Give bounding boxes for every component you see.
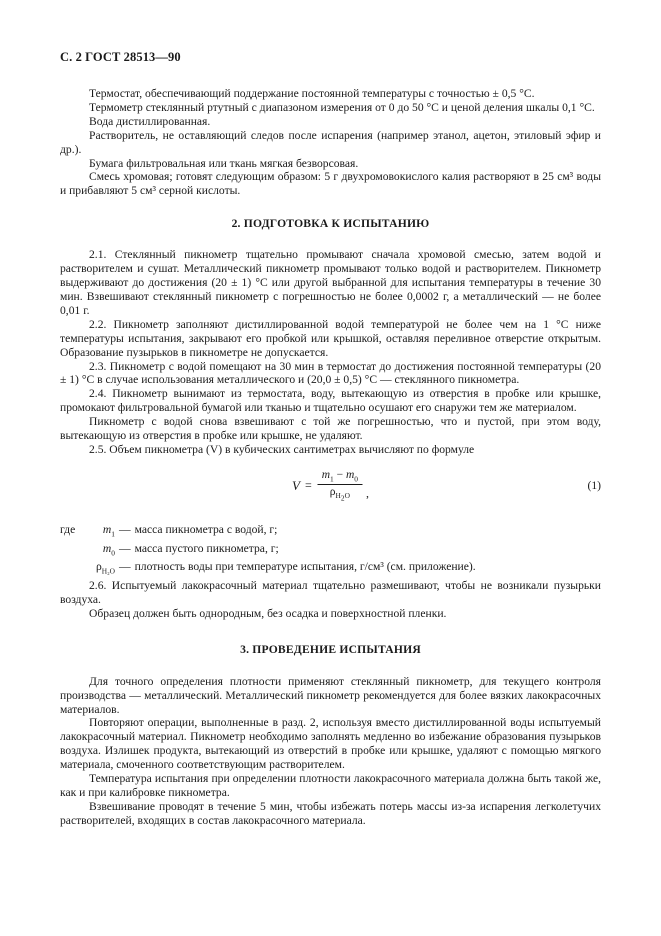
- where-line-m0: [60, 542, 601, 561]
- formula-rho: ρ: [329, 486, 336, 499]
- where-dash: —: [119, 541, 131, 555]
- section-3-paragraph-3: Температура испытания при определении плотности лакокрасочного материала должна быть такой же, как и при калибровке пикнометра.: [60, 772, 601, 799]
- section-2-paragraph-5: Пикнометр с водой снова взвешивают с той же погрешностью, что и пустой, при этом воду, вытекающую из отверстия в пробке или крышке, не удаляют.: [60, 415, 601, 443]
- formula-fraction: [318, 469, 362, 503]
- section-2-title: 2. ПОДГОТОВКА К ИСПЫТАНИЮ: [231, 217, 430, 231]
- page-content: [60, 50, 601, 828]
- where-definitions: [60, 523, 601, 579]
- formula-equals: =: [304, 478, 312, 493]
- where-dash: —: [119, 560, 131, 574]
- section-2-paragraph-3: 2.3. Пикнометр с водой помещают на 30 мин в термостат до достижения постоянной температуры (20 ± 1) °С в случае использования металлического и (20,0 ± 0,5) °С — стеклянного пикнометра.: [60, 359, 601, 387]
- formula-minus: −: [336, 468, 344, 481]
- formula-m1-sub: 1: [330, 474, 334, 484]
- formula-denominator: [326, 485, 354, 503]
- section-3-paragraph-4: Взвешивание проводят в течение 5 мин, чтобы избежать потерь массы из-за испарения легколетучих растворителей, входящих в состав лакокрасочного материала.: [60, 799, 601, 827]
- formula-rho-sub: Н2О: [335, 491, 350, 503]
- section-2-paragraph-1: 2.1. Стеклянный пикнометр тщательно промывают сначала хромовой смесью, затем водой и растворителем и сушат. Металлический пикнометр промывают только водой и растворителем. Пикнометр выдерживают до достижения (20 ± 1) °С или другой выбранной для испытания температуры в течение 30 мин. Взвешивают стеклянный пикнометр с погрешностью не более 0,0002 г, а металлический — не более 0,01 г.: [60, 248, 601, 317]
- section-2-paragraph-6: 2.5. Объем пикнометра (V) в кубических сантиметрах вычисляют по формуле: [89, 442, 475, 456]
- section-2-paragraph-2: 2.2. Пикнометр заполняют дистиллированной водой температурой не более чем на 1 °С ниже температуры испытания, закрывают его пробкой или крышкой, оставляя переливное отверстие открытым. Образование пузырьков в пикнометре не допускается.: [60, 317, 601, 359]
- section-3-paragraph-1: Для точного определения плотности применяют стеклянный пикнометр, для текущего контроля производства — металлический. Металлический пикнометр рекомендуется для более вязких лакокрасочных материалов.: [60, 674, 601, 716]
- formula-m0: m: [345, 468, 355, 481]
- where-symbol-sub: 1: [111, 529, 115, 539]
- section-2-paragraph-7: 2.6. Испытуемый лакокрасочный материал тщательно размешивают, чтобы не возникали пузырьки воздуха.: [60, 579, 601, 606]
- formula-m0-sub: 0: [354, 474, 359, 484]
- where-dash: —: [119, 522, 131, 536]
- formula-block: [60, 467, 601, 515]
- where-text: масса пикнометра с водой, г;: [134, 522, 278, 536]
- section-3-paragraph-2: Повторяют операции, выполненные в разд. 2, используя вместо дистиллированной воды испытуемый лакокрасочный материал. Пикнометр необходимо заполнять медленно во избежание образования пузырьков воздуха. Излишек продукта, вытекающий из отверстий в пробке или крышке, удаляют с помощью мягкого материала, смоченного соответствующим растворителем.: [60, 716, 601, 772]
- equipment-paragraph: Бумага фильтровальная или ткань мягкая безворсовая.: [89, 156, 359, 170]
- where-text: масса пустого пикнометра, г;: [134, 541, 279, 555]
- equipment-paragraph: Термометр стеклянный ртутный с диапазоном измерения от 0 до 50 °С и ценой деления шкалы 0,1 °С.: [89, 100, 595, 114]
- volume-formula: [292, 469, 369, 503]
- page-header: С. 2 ГОСТ 28513—90: [60, 50, 181, 64]
- where-symbol-base: ρ: [95, 560, 102, 574]
- equipment-paragraph: Вода дистиллированная.: [89, 114, 211, 128]
- formula-m1: m: [321, 468, 331, 481]
- where-symbol-base: m: [102, 522, 112, 536]
- where-text: плотность воды при температуре испытания, г/см³ (см. приложение).: [134, 560, 476, 574]
- formula-comma: ,: [366, 485, 370, 500]
- where-line-m1: [60, 523, 601, 542]
- equipment-paragraph: Растворитель, не оставляющий следов после испарения (например этанол, ацетон, этиловый эфир и др.).: [60, 128, 601, 156]
- where-symbol: [85, 523, 115, 542]
- formula-rho-sub-digit: 2: [340, 493, 345, 503]
- where-line-rho: [60, 560, 601, 579]
- formula-numerator: [318, 469, 362, 484]
- section-3-title: 3. ПРОВЕДЕНИЕ ИСПЫТАНИЯ: [240, 642, 421, 656]
- equipment-paragraph: Смесь хромовая; готовят следующим образом: 5 г двухромовокислого калия растворяют в 25 см³ воды и прибавляют 5 см³ серной кислоты.: [60, 170, 601, 198]
- where-symbol-base: m: [102, 541, 112, 555]
- formula-lhs: V: [291, 477, 300, 493]
- where-symbol-sub: 0: [111, 547, 115, 557]
- where-symbol: [85, 560, 115, 579]
- where-lead: где: [60, 522, 76, 536]
- where-symbol: [85, 542, 115, 561]
- equation-number: (1): [587, 478, 601, 492]
- section-2-paragraph-4: 2.4. Пикнометр вынимают из термостата, воду, вытекающую из отверстия в пробке или крышке, промокают фильтровальной бумагой или тканью и тщательно осушают его снаружи тем же материалом.: [60, 387, 601, 415]
- section-2-paragraph-8: Образец должен быть однородным, без осадка и поверхностной пленки.: [89, 606, 447, 620]
- equipment-paragraph: Термостат, обеспечивающий поддержание постоянной температуры с точностью ± 0,5 °С.: [89, 87, 535, 100]
- where-symbol-sub: Н₂О: [101, 566, 115, 576]
